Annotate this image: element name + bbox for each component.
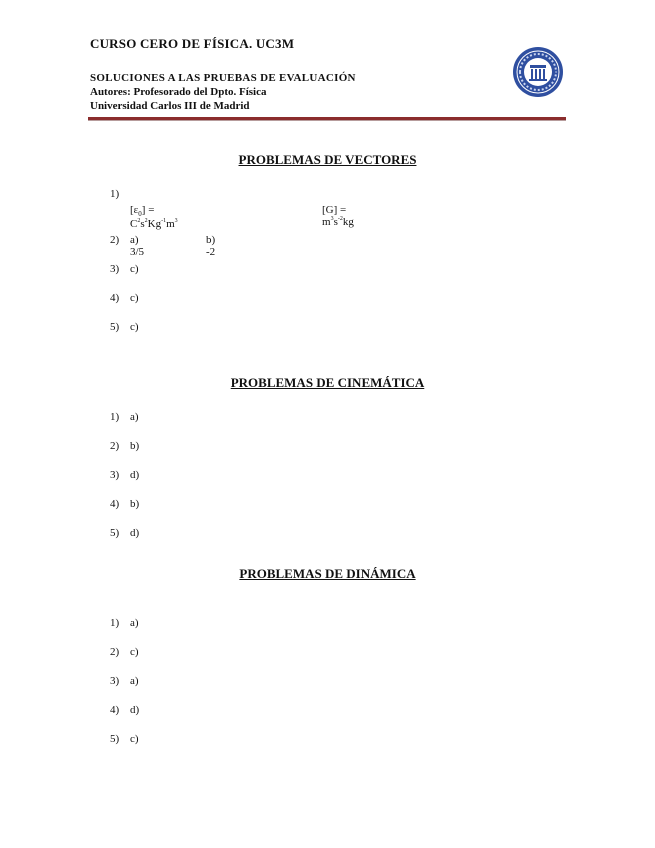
item-number: 5) — [110, 733, 120, 745]
item-number: 5) — [110, 527, 120, 539]
item-number: 1) — [110, 188, 120, 200]
formula-epsilon: $[\varepsilon_0] = C^2s^2Kg^{-1}m^3$ — [130, 204, 178, 231]
item-number: 3) — [110, 469, 120, 481]
section-title-vectores: PROBLEMAS DE VECTORES — [238, 152, 417, 167]
item-answer: a) 3/5 — [130, 234, 145, 258]
item-number: 4) — [110, 704, 120, 716]
item-number: 2) — [110, 646, 120, 658]
formula-g: $[G] = m^3s^{-2}kg$ — [322, 204, 354, 228]
item-number: 5) — [110, 321, 120, 333]
section-title-cinematica: PROBLEMAS DE CINEMÁTICA — [230, 375, 425, 390]
item-answer: a) — [130, 617, 139, 629]
item-number: 1) — [110, 617, 120, 629]
item-answer: a) — [130, 411, 139, 423]
item-number: 2) — [110, 440, 120, 452]
item-number: 3) — [110, 675, 120, 687]
item-answer: a) — [130, 675, 139, 687]
course-title: CURSO CERO DE FÍSICA. UC3M — [90, 36, 295, 51]
item-number: 1) — [110, 411, 120, 423]
item-number: 2) — [110, 234, 120, 246]
item-answer: c) — [130, 733, 139, 745]
authors-line: Autores: Profesorado del Dpto. Física — [90, 86, 267, 98]
header — [90, 36, 570, 52]
solutions-heading: SOLUCIONES A LAS PRUEBAS DE EVALUACIÓN — [90, 72, 356, 84]
item-answer: d) — [130, 469, 140, 481]
item-answer: d) — [130, 527, 140, 539]
item-answer: c) — [130, 263, 139, 275]
item-answer: c) — [130, 646, 139, 658]
header-rule — [88, 117, 566, 121]
item-answer: d) — [130, 704, 140, 716]
university-seal-icon — [512, 46, 564, 98]
section-title-dinamica: PROBLEMAS DE DINÁMICA — [239, 566, 416, 581]
item-answer-b: b) -2 — [206, 234, 216, 258]
item-number: 4) — [110, 292, 120, 304]
university-line: Universidad Carlos III de Madrid — [90, 100, 250, 112]
item-answer: c) — [130, 321, 139, 333]
item-answer: b) — [130, 440, 140, 452]
item-answer: c) — [130, 292, 139, 304]
item-answer: b) — [130, 498, 140, 510]
item-number: 4) — [110, 498, 120, 510]
item-number: 3) — [110, 263, 120, 275]
